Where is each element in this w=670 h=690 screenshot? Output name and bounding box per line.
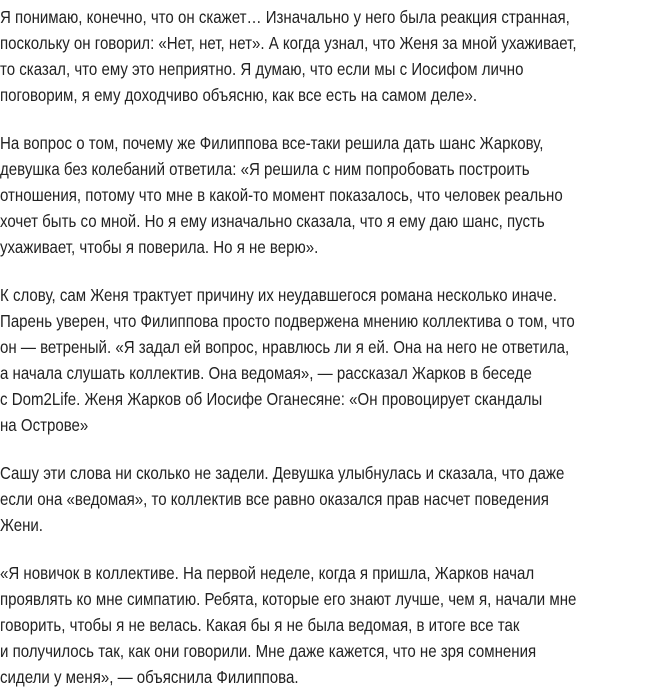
text-line: поскольку он говорил: «Нет, нет, нет». А когда узнал, что Женя за мной ухаживает, (0, 33, 577, 53)
paragraph-5 (0, 560, 670, 690)
paragraph-4 (0, 460, 670, 538)
text-line: Парень уверен, что Филиппова просто подвержена мнению коллектива о том, что (0, 311, 575, 331)
text-line: сидели у меня», — объяснила Филиппова. (0, 667, 299, 687)
paragraph-2 (0, 130, 670, 260)
text-line: проявлять ко мне симпатию. Ребята, которые его знают лучше, чем я, начали мне (0, 589, 577, 609)
text-line: Жени. (0, 515, 43, 535)
text-line: если она «ведомая», то коллектив все равно оказался прав насчет поведения (0, 489, 549, 509)
text-line: то сказал, что ему это неприятно. Я думаю, что если мы с Иосифом лично (0, 59, 524, 79)
text-line: отношения, потому что мне в какой-то момент показалось, что человек реально (0, 185, 563, 205)
text-line: Сашу эти слова ни сколько не задели. Девушка улыбнулась и сказала, что даже (0, 463, 565, 483)
text-line: говорить, чтобы я не велась. Какая бы я не была ведомая, в итоге все так (0, 615, 520, 635)
text-line: девушка без колебаний ответила: «Я решила с ним попробовать построить (0, 159, 530, 179)
text-line: с Dom2Life. Женя Жарков об Иосифе Оганесяне: «Он провоцирует скандалы (0, 389, 543, 409)
text-line: ухаживает, чтобы я поверила. Но я не верю». (0, 237, 319, 257)
text-line: К слову, сам Женя трактует причину их неудавшегося романа несколько иначе. (0, 285, 557, 305)
text-line: Я понимаю, конечно, что он скажет… Изначально у него была реакция странная, (0, 7, 570, 27)
text-line: «Я новичок в коллективе. На первой неделе, когда я пришла, Жарков начал (0, 563, 535, 583)
paragraph-3 (0, 282, 670, 438)
text-line: а начала слушать коллектив. Она ведомая», — рассказал Жарков в беседе (0, 363, 532, 383)
paragraph-1 (0, 4, 670, 108)
text-line: он — ветреный. «Я задал ей вопрос, нравлюсь ли я ей. Она на него не ответила, (0, 337, 570, 357)
text-line: хочет быть со мной. Но я ему изначально сказала, что я ему даю шанс, пусть (0, 211, 545, 231)
text-line: и получилось так, как они говорили. Мне даже кажется, что не зря сомнения (0, 641, 537, 661)
text-line: на Острове» (0, 415, 89, 435)
text-line: На вопрос о том, почему же Филиппова все-таки решила дать шанс Жаркову, (0, 133, 544, 153)
text-line: поговорим, я ему доходчиво объясню, как все есть на самом деле». (0, 85, 478, 105)
